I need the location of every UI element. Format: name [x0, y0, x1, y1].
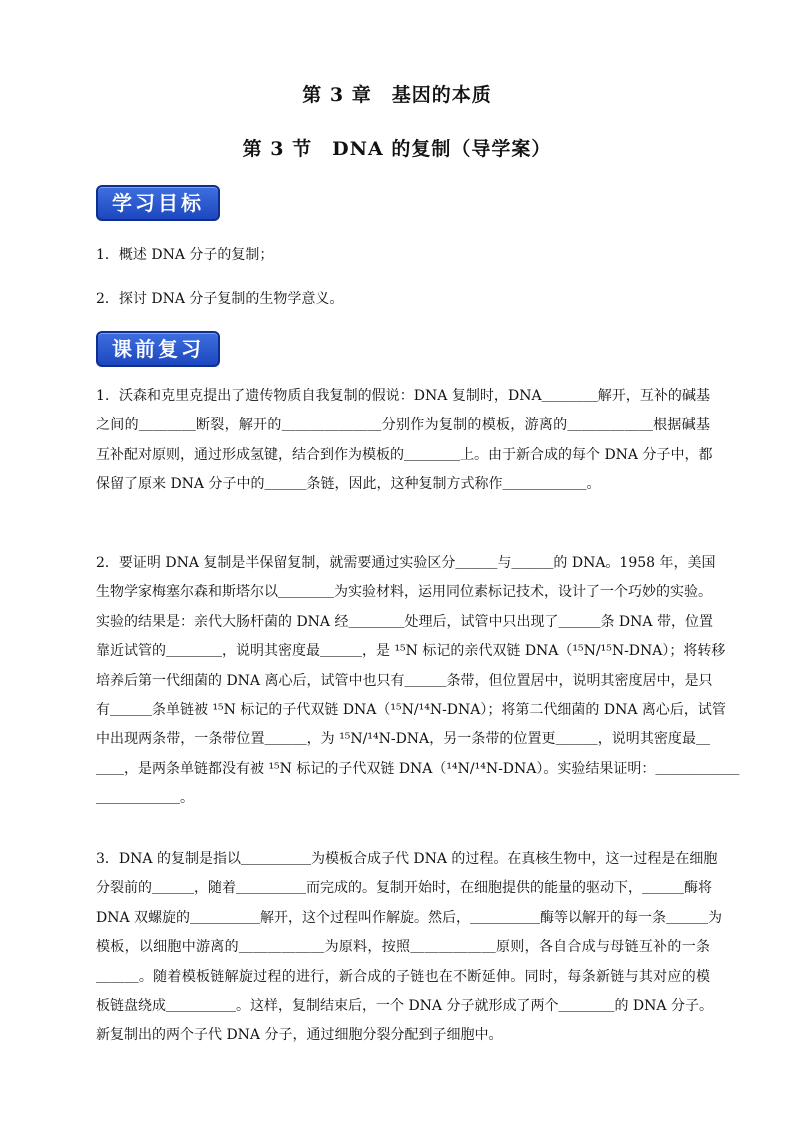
review-question-2 — [96, 553, 740, 818]
text-line: 分裂前的＿＿＿，随着＿＿＿＿＿而完成的。复制开始时，在细胞提供的能量的驱动下，＿＿＿酶将 — [96, 880, 712, 897]
review-question-1 — [96, 386, 713, 504]
text-line: 实验的结果是：亲代大肠杆菌的 DNA 经＿＿＿＿处理后，试管中只出现了＿＿＿条 DNA 带，位置 — [96, 613, 713, 630]
text-line: 模板，以细胞中游离的＿＿＿＿＿＿为原料，按照＿＿＿＿＿＿原则，各自合成与母链互补的一条 — [96, 939, 710, 956]
text-line: 2．要证明 DNA 复制是半保留复制，就需要通过实验区分＿＿＿与＿＿＿的 DNA。1958 年，美国 — [96, 555, 716, 571]
section-title: 第 3 节 DNA 的复制（导学案） — [242, 138, 552, 160]
text-line: 生物学家梅塞尔森和斯塔尔以＿＿＿＿为实验材料，运用同位素标记技术，设计了一个巧妙的实验。 — [96, 584, 712, 601]
text-line: ＿＿＿。随着模板链解旋过程的进行，新合成的子链也在不断延伸。同时，每条新链与其对应的模 — [96, 968, 710, 985]
text-line: 中出现两条带，一条带位置＿＿＿，为 ¹⁵N/¹⁴N-DNA，另一条带的位置更＿＿＿，说明其密度最＿ — [96, 731, 710, 748]
text-line: DNA 双螺旋的＿＿＿＿＿解开，这个过程叫作解旋。然后，＿＿＿＿＿酶等以解开的每一条＿＿＿为 — [96, 909, 723, 926]
learning-goals-badge: 学习目标 — [96, 185, 220, 221]
goal-item: 2．探讨 DNA 分子复制的生物学意义。 — [96, 291, 344, 307]
text-line: 互补配对原则，通过形成氢键，结合到作为模板的＿＿＿＿上。由于新合成的每个 DNA 分子中，都 — [96, 446, 713, 463]
text-line: ＿＿＿＿＿＿。 — [96, 790, 194, 807]
text-line: 1．沃森和克里克提出了遗传物质自我复制的假说：DNA 复制时，DNA＿＿＿＿解开，互补的碱基 — [96, 388, 710, 404]
review-question-3 — [96, 849, 723, 1055]
text-line: 新复制出的两个子代 DNA 分子，通过细胞分裂分配到子细胞中。 — [96, 1027, 503, 1044]
pre-class-review-badge: 课前复习 — [96, 331, 220, 367]
chapter-title: 第 3 章 基因的本质 — [302, 84, 492, 106]
text-line: 培养后第一代细菌的 DNA 离心后，试管中也只有＿＿＿条带，但位置居中，说明其密度居中，是只 — [96, 672, 713, 689]
text-line: 有＿＿＿条单链被 ¹⁵N 标记的子代双链 DNA（¹⁵N/¹⁴N-DNA）；将第二代细菌的 DNA 离心后，试管 — [96, 701, 726, 718]
text-line: 靠近试管的＿＿＿＿，说明其密度最＿＿＿，是 ¹⁵N 标记的亲代双链 DNA（¹⁵N/¹⁵N-DNA）；将转移 — [96, 643, 726, 660]
text-line: 之间的＿＿＿＿断裂，解开的＿＿＿＿＿＿＿分别作为复制的模板，游离的＿＿＿＿＿＿根据碱基 — [96, 417, 710, 434]
text-line: 保留了原来 DNA 分子中的＿＿＿条链，因此，这种复制方式称作＿＿＿＿＿＿。 — [96, 476, 601, 493]
goal-item: 1．概述 DNA 分子的复制； — [96, 247, 274, 263]
text-line: ＿＿，是两条单链都没有被 ¹⁵N 标记的子代双链 DNA（¹⁴N/¹⁴N-DNA）。实验结果证明：＿＿＿＿＿＿ — [96, 760, 740, 777]
text-line: 板链盘绕成＿＿＿＿＿。这样，复制结束后，一个 DNA 分子就形成了两个＿＿＿＿的 DNA 分子。 — [96, 997, 713, 1014]
text-line: 3．DNA 的复制是指以＿＿＿＿＿为模板合成子代 DNA 的过程。在真核生物中，这一过程是在细胞 — [96, 851, 718, 867]
